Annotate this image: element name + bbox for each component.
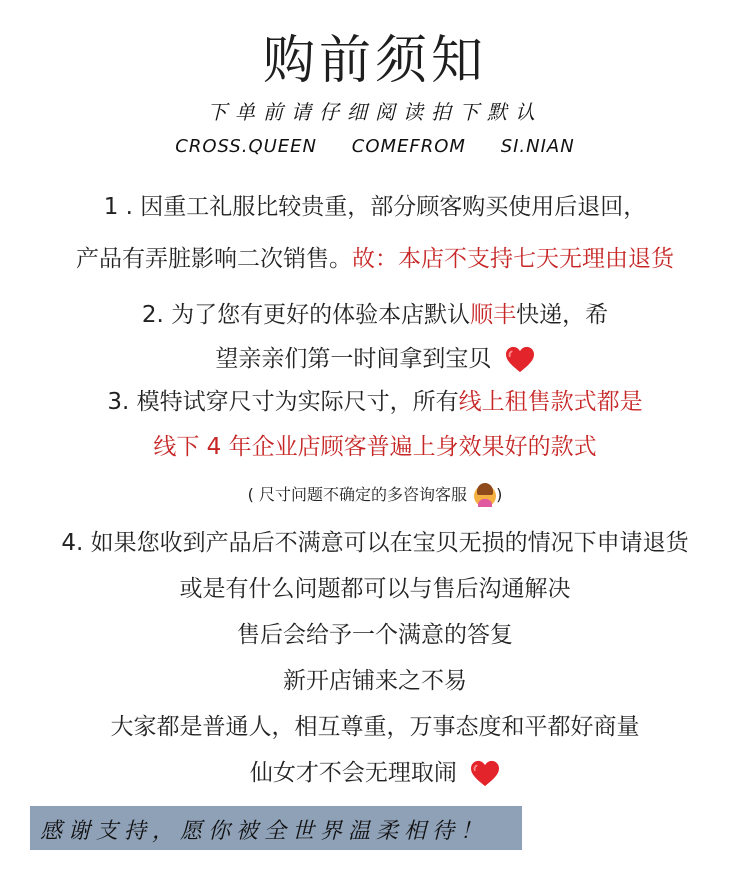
notice-item4-line1: 4. 如果您收到产品后不满意可以在宝贝无损的情况下申请退货 — [61, 530, 689, 556]
notice-item4-line3: 售后会给予一个满意的答复 — [237, 622, 513, 648]
notice-item3-red-a: 线上租售款式都是 — [458, 389, 643, 415]
brand-name-1: CROSS.QUEEN — [175, 136, 318, 157]
brand-name-2: COMEFROM — [351, 136, 466, 157]
size-consult-note: ( 尺寸问题不确定的多咨询客服 — [247, 485, 467, 504]
notice-item4-line6 — [0, 754, 750, 788]
notice-item2-text-a: 2. 为了您有更好的体验本店默认 — [141, 302, 471, 328]
shipping-carrier: 顺丰 — [470, 302, 517, 328]
heart-icon — [505, 346, 535, 374]
notice-item1-line2 — [0, 240, 750, 273]
no-return-policy: 故：本店不支持七天无理由退货 — [352, 246, 674, 272]
person-tipping-hand-icon — [474, 485, 496, 507]
notice-item3-line1 — [0, 383, 750, 416]
notice-item4-line2: 或是有什么问题都可以与售后沟通解决 — [179, 576, 571, 602]
brand-line — [0, 136, 750, 157]
note-close-paren: ) — [496, 485, 503, 504]
notice-item4-text: 仙女才不会无理取闹 — [249, 760, 457, 786]
notice-item2-line2 — [0, 340, 750, 374]
notice-item4-line5: 大家都是普通人，相互尊重，万事态度和平都好商量 — [110, 714, 640, 740]
notice-item1-line1: 1 . 因重工礼服比较贵重，部分顾客购买使用后退回， — [103, 194, 647, 220]
footer-thanks-text: 感谢支持，愿你被全世界温柔相待！ — [40, 819, 489, 844]
page-title: 购前须知 — [262, 31, 487, 91]
heart-icon — [470, 760, 500, 788]
notice-item2-text-b: 快递，希 — [516, 302, 609, 328]
notice-item3-text: 3. 模特试穿尺寸为实际尺寸，所有 — [107, 389, 459, 415]
notice-item2-line1 — [0, 296, 750, 329]
page-subtitle: 下单前请仔细阅读拍下默认 — [207, 100, 543, 124]
brand-name-3: SI.NIAN — [500, 136, 575, 157]
notice-item3-note — [0, 482, 750, 507]
notice-item4-line4: 新开店铺来之不易 — [283, 668, 467, 694]
notice-item1-text: 产品有弄脏影响二次销售。 — [76, 246, 352, 272]
notice-item3-line2: 线下 4 年企业店顾客普遍上身效果好的款式 — [153, 434, 597, 460]
notice-item2-text-c: 望亲亲们第一时间拿到宝贝 — [215, 346, 492, 372]
